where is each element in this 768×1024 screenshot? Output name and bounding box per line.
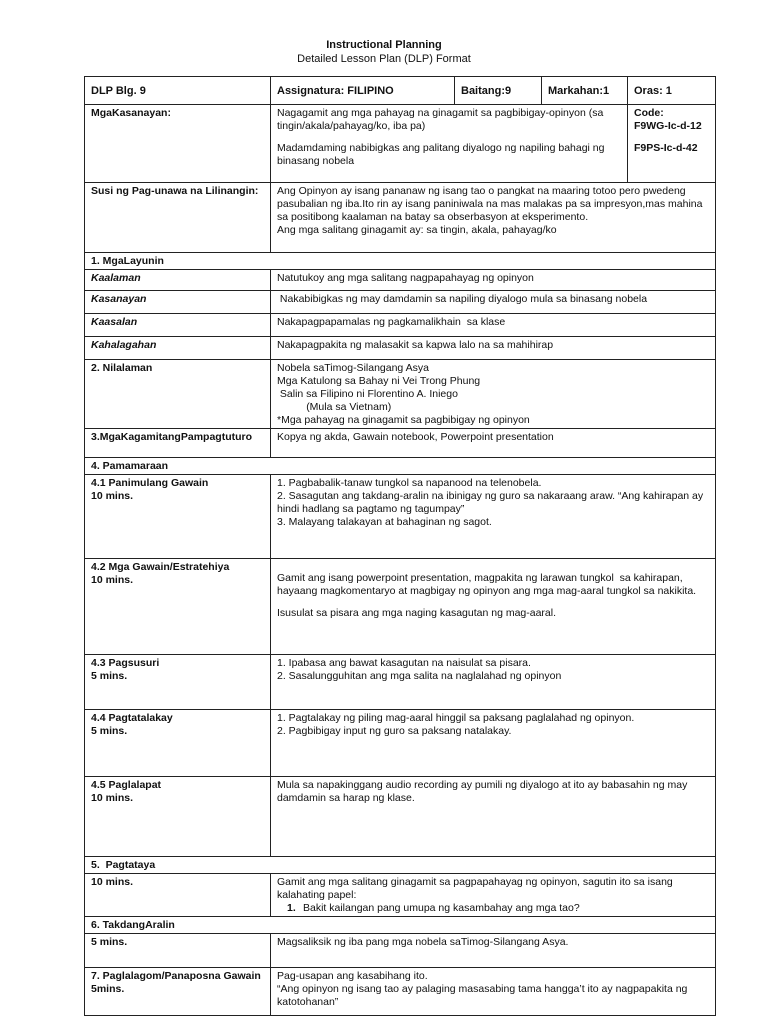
pagtataya-label: 5. Pagtataya — [85, 857, 716, 874]
kaasalan-label: Kaasalan — [85, 314, 271, 337]
p45-text: Mula sa napakinggang audio recording ay pumili ng diyalogo at ito ay babasahin ng may damdamin sa harap ng klase. — [271, 777, 716, 857]
kagamitan-label: 3.MgaKagamitangPampagtuturo — [85, 429, 271, 458]
kahalagahan-text: Nakapagpakita ng malasakit sa kapwa lalo na sa mahihirap — [271, 337, 716, 360]
susi-row — [85, 183, 716, 253]
paglalagom-row — [85, 968, 716, 1016]
p42-text — [271, 559, 716, 655]
paglalagom-line-1: Pag-usapan ang kasabihang ito. — [277, 970, 428, 982]
p45-row — [85, 777, 716, 857]
kasanayan-text-1: Nagagamit ang mga pahayag na ginagamit sa pagbibigay-opinyon (sa tingin/akala/pahayag/ko, iba pa) — [277, 107, 607, 132]
takdang-time: 5 mins. — [85, 934, 271, 968]
pagtataya-row — [85, 874, 716, 917]
kaalaman-label: Kaalaman — [85, 270, 271, 291]
p42-text-2: Isusulat sa pisara ang mga naging kasagutan ng mag-aaral. — [277, 607, 557, 619]
hours: Oras: 1 — [628, 77, 716, 105]
p44-row — [85, 710, 716, 777]
takdang-header-row — [85, 917, 716, 934]
takdang-row — [85, 934, 716, 968]
grade-level: Baitang:9 — [455, 77, 542, 105]
p41-line-2: 2. Sasagutan ang takdang-aralin na ibinigay ng guro sa nakaraang araw. “Ang kahirapan ay hindi hadlang sa pagtamo ng tagumpay” — [277, 490, 707, 515]
p43-line-2: 2. Sasalungguhitan ang mga salita na naglalahad ng opinyon — [277, 670, 562, 682]
p43-line-1: 1. Ipabasa ang bawat kasagutan na naisulat sa pisara. — [277, 657, 531, 669]
pagtataya-text — [271, 874, 716, 917]
pagtataya-time: 10 mins. — [85, 874, 271, 917]
layunin-row-kaalaman — [85, 270, 716, 291]
susi-label: Susi ng Pag-unawa na Lilinangin: — [85, 183, 271, 253]
nilalaman-line-4: (Mula sa Vietnam) — [277, 401, 392, 413]
p43-text — [271, 655, 716, 710]
kasanayan-text-2: Madamdaming nabibigkas ang palitang diyalogo ng napiling bahagi ng binasang nobela — [277, 142, 608, 167]
nilalaman-row — [85, 360, 716, 429]
code-2: F9PS-Ic-d-42 — [634, 142, 698, 154]
layunin-label: 1. MgaLayunin — [85, 253, 716, 270]
p42-label: 4.2 Mga Gawain/Estratehiya — [91, 561, 230, 573]
p41-time: 10 mins. — [91, 490, 134, 502]
nilalaman-line-2: Mga Katulong sa Bahay ni Vei Trong Phung — [277, 375, 481, 387]
subject: Assignatura: FILIPINO — [271, 77, 455, 105]
pagtataya-header-row — [85, 857, 716, 874]
nilalaman-text — [271, 360, 716, 429]
code-1: F9WG-Ic-d-12 — [634, 120, 702, 132]
p43-time: 5 mins. — [91, 670, 128, 682]
p42-row — [85, 559, 716, 655]
p44-text — [271, 710, 716, 777]
pagtataya-item-text: Bakit kailangan pang umupa ng kasambahay ang mga tao? — [303, 902, 580, 914]
p42-label-cell — [85, 559, 271, 655]
paglalagom-text — [271, 968, 716, 1016]
kaasalan-text: Nakapagpapamalas ng pagkamalikhain sa klase — [271, 314, 716, 337]
p45-label-cell — [85, 777, 271, 857]
takdang-text: Magsaliksik ng iba pang mga nobela saTimog-Silangang Asya. — [271, 934, 716, 968]
p43-label: 4.3 Pagsusuri — [91, 657, 160, 669]
p43-label-cell — [85, 655, 271, 710]
p42-time: 10 mins. — [91, 574, 134, 586]
p41-label: 4.1 Panimulang Gawain — [91, 477, 209, 489]
kaalaman-text: Natutukoy ang mga salitang nagpapahayag ng opinyon — [271, 270, 716, 291]
paglalagom-time: 5mins. — [91, 983, 125, 995]
p45-time: 10 mins. — [91, 792, 134, 804]
paglalagom-line-2: “Ang opinyon ng isang tao ay palaging masasabing tama hangga’t ito ay nagpapakita ng katotohanan” — [277, 983, 691, 1008]
p44-time: 5 mins. — [91, 725, 128, 737]
layunin-row-kasanayan — [85, 291, 716, 314]
nilalaman-line-3: Salin sa Filipino ni Florentino A. Iniego — [277, 388, 458, 400]
p41-label-cell — [85, 475, 271, 559]
kahalagahan-label: Kahalagahan — [85, 337, 271, 360]
lesson-plan-table — [84, 76, 716, 1016]
p42-text-1: Gamit ang isang powerpoint presentation, magpakita ng larawan tungkol sa kahirapan, hayaang magkomentaryo at magbigay ng opinyon ang mga mag-aaral tungkol sa nakikita. — [277, 572, 697, 597]
p43-row — [85, 655, 716, 710]
p44-label: 4.4 Pagtatalakay — [91, 712, 173, 724]
susi-text — [271, 183, 716, 253]
paglalagom-label: 7. Paglalagom/Panaposna Gawain — [91, 970, 261, 982]
p45-label: 4.5 Paglalapat — [91, 779, 162, 791]
nilalaman-label: 2. Nilalaman — [85, 360, 271, 429]
kasanayan-label: MgaKasanayan: — [85, 105, 271, 183]
p41-line-1: 1. Pagbabalik-tanaw tungkol sa napanood na telenobela. — [277, 477, 542, 489]
code-label: Code: — [634, 107, 664, 119]
kasanayan-objective-label: Kasanayan — [85, 291, 271, 314]
paglalagom-label-cell — [85, 968, 271, 1016]
pagtataya-instruction: Gamit ang mga salitang ginagamit sa pagpapahayag ng opinyon, sagutin ito sa isang kalahating papel: — [277, 876, 676, 901]
header-row — [85, 77, 716, 105]
p41-line-3: 3. Malayang talakayan at bahaginan ng sagot. — [277, 516, 492, 528]
p41-text — [271, 475, 716, 559]
nilalaman-line-5: *Mga pahayag na ginagamit sa pagbibigay ng opinyon — [277, 414, 530, 426]
layunin-row-kahalagahan — [85, 337, 716, 360]
document-subtitle: Detailed Lesson Plan (DLP) Format — [297, 53, 471, 65]
kasanayan-text — [271, 105, 628, 183]
pamamaraan-label: 4. Pamamaraan — [85, 458, 716, 475]
layunin-header-row — [85, 253, 716, 270]
competency-codes — [628, 105, 716, 183]
susi-text-1: Ang Opinyon ay isang pananaw ng isang tao o pangkat na maaring totoo pero pwedeng pasubalian ng iba.Ito rin ay isang paniniwala na mas malakas pa sa impresyon,mas mahina sa positibong kaalaman na batay sa obserbasyon at eksperimento. — [277, 185, 706, 223]
kasanayan-row — [85, 105, 716, 183]
dlp-number: DLP Blg. 9 — [85, 77, 271, 105]
susi-text-2: Ang mga salitang ginagamit ay: sa tingin, akala, pahayag/ko — [277, 224, 557, 236]
document-title: Instructional Planning — [326, 39, 442, 51]
p44-label-cell — [85, 710, 271, 777]
layunin-row-kaasalan — [85, 314, 716, 337]
nilalaman-line-1: Nobela saTimog-Silangang Asya — [277, 362, 429, 374]
pagtataya-item-number: 1. — [287, 902, 296, 914]
p41-row — [85, 475, 716, 559]
p44-line-1: 1. Pagtalakay ng piling mag-aaral hinggil sa paksang paglalahad ng opinyon. — [277, 712, 635, 724]
kagamitan-row — [85, 429, 716, 458]
takdang-label: 6. TakdangAralin — [85, 917, 716, 934]
kagamitan-text: Kopya ng akda, Gawain notebook, Powerpoint presentation — [271, 429, 716, 458]
kasanayan-objective-text: Nakabibigkas ng may damdamin sa napiling diyalogo mula sa binasang nobela — [271, 291, 716, 314]
quarter: Markahan:1 — [542, 77, 628, 105]
pagtataya-item — [277, 902, 709, 915]
pamamaraan-header-row — [85, 458, 716, 475]
p44-line-2: 2. Pagbibigay input ng guro sa paksang natalakay. — [277, 725, 512, 737]
